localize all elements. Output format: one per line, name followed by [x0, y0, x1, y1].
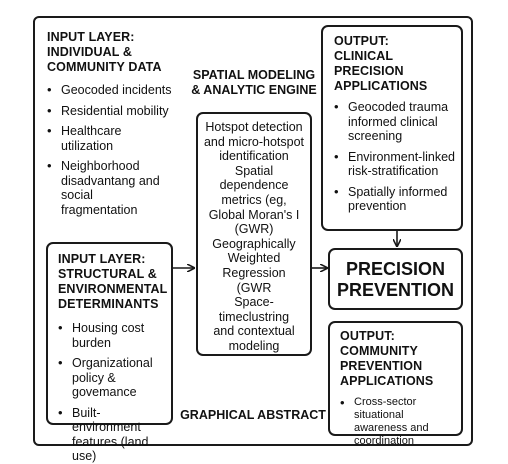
- title-line: PREVENTION: [336, 280, 455, 300]
- list-item: • Housing cost burden: [58, 321, 165, 350]
- title-line: SPATIAL MODELING: [192, 68, 316, 82]
- list-item: • Spatially informed prevention: [334, 185, 455, 214]
- community-output-box: [328, 321, 463, 447]
- title-line: ENVIRONMENTAL: [58, 282, 168, 296]
- engine-line: and micro-hotspot: [203, 134, 305, 149]
- title-line: CLINICAL PRECISION: [334, 49, 404, 78]
- engine-line: Hotspot detection: [205, 120, 303, 134]
- clinical-output-title: [334, 34, 455, 94]
- list-item: • Environment-linked risk-stratification: [334, 150, 455, 179]
- precision-prevention-label: [330, 259, 461, 301]
- title-line: APPLICATIONS: [334, 79, 428, 93]
- title-line: PRECISION: [345, 259, 446, 279]
- input-structural-box: [46, 242, 173, 463]
- input-individual-list: [47, 83, 172, 217]
- input-individual-section: [47, 30, 172, 223]
- list-item: • Geocoded incidents: [47, 83, 172, 98]
- engine-line: Space-timeclustring: [218, 295, 290, 324]
- title-line: COMMUNITY DATA: [47, 60, 162, 74]
- input-structural-list: [58, 321, 165, 464]
- engine-line: modeling: [228, 338, 280, 353]
- list-item: • Organizational policy & govemance: [58, 356, 165, 400]
- list-item: • Geocoded trauma informed clinical screening: [334, 100, 455, 144]
- engine-line: Spatial dependence: [219, 163, 289, 193]
- title-line: INPUT LAYER:: [58, 252, 146, 266]
- graphical-abstract-label: GRAPHICAL ABSTRACT: [180, 408, 326, 422]
- title-line: APPLICATIONS: [340, 374, 434, 388]
- precision-prevention-box: [328, 248, 463, 310]
- title-line: DETERMINANTS: [58, 297, 159, 311]
- engine-line: (GWR): [234, 222, 274, 237]
- engine-line: identification: [219, 149, 289, 164]
- community-output-title: [340, 329, 457, 389]
- input-structural-title: [58, 252, 168, 312]
- community-output-list: [340, 396, 457, 448]
- list-item: • Residential mobility: [47, 104, 172, 119]
- list-item: • Built-environment features (land use): [58, 406, 165, 464]
- title-line: OUTPUT:: [340, 329, 395, 343]
- list-item: • Healthcare utilization: [47, 124, 172, 153]
- input-individual-title: [47, 30, 172, 75]
- title-line: COMMUNITY: [340, 344, 418, 358]
- engine-line: metrics (eg,: [221, 192, 287, 207]
- engine-line: Geographically: [212, 236, 296, 251]
- list-item: • Neighborhood disadvantang and social fragmentation: [47, 159, 172, 217]
- clinical-output-list: [334, 100, 455, 214]
- title-line: OUTPUT:: [334, 34, 389, 48]
- engine-line: Global Moran's I: [208, 207, 300, 222]
- title-line: INDIVIDUAL &: [47, 45, 133, 59]
- title-line: PREVENTION: [340, 359, 423, 373]
- title-line: & ANALYTIC ENGINE: [191, 83, 317, 97]
- title-line: STRUCTURAL &: [58, 267, 157, 281]
- title-line: INPUT LAYER:: [47, 30, 135, 44]
- engine-heading: [183, 68, 325, 98]
- engine-line: (GWR: [236, 280, 272, 295]
- engine-line: Weighted Regression: [222, 251, 286, 280]
- clinical-output-box: [321, 25, 463, 231]
- list-item: • Cross-sector situational awareness and coordination: [340, 396, 457, 448]
- engine-box: [196, 112, 312, 356]
- engine-line: and contextual: [213, 324, 295, 339]
- engine-description: [202, 120, 306, 354]
